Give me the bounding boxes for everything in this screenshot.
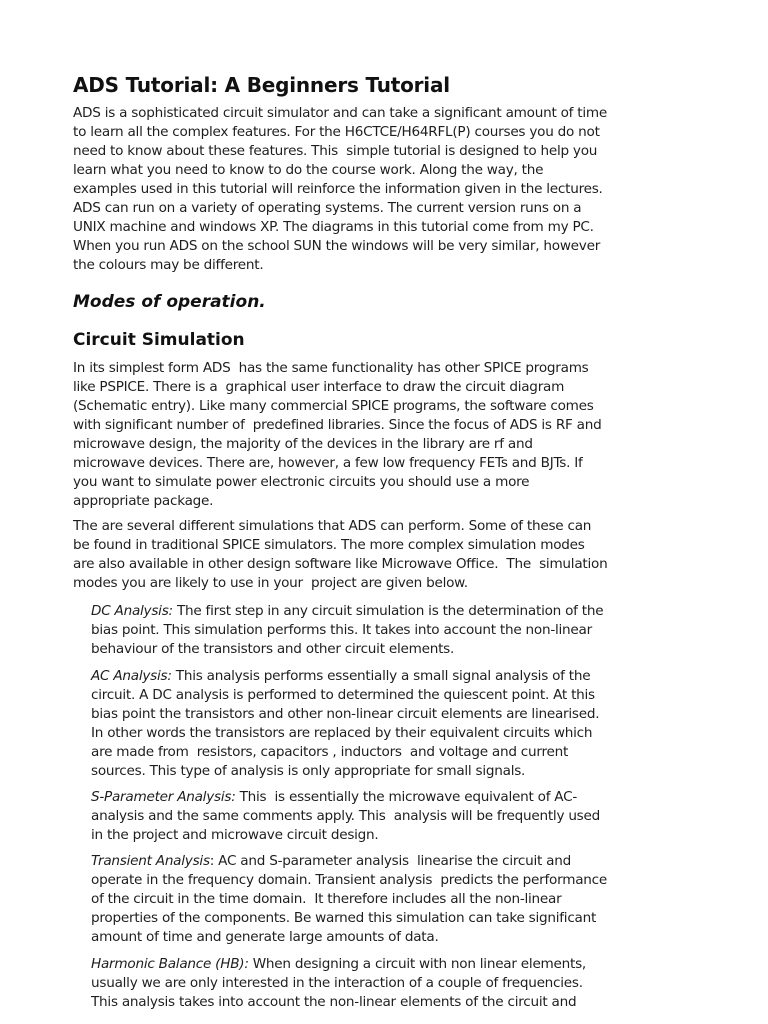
text-line: (Schematic entry). Like many commercial SPICE programs, the software comes [73,398,594,414]
text-line: the colours may be different. [73,257,264,273]
text-line: like PSPICE. There is a graphical user interface to draw the circuit diagram [73,379,565,395]
text-line: In its simplest form ADS has the same functionality has other SPICE programs [73,360,589,376]
subsection-heading: Circuit Simulation [73,330,245,350]
section-heading: Modes of operation. [73,292,266,312]
analysis-term: DC Analysis: [91,603,173,619]
analysis-item-s-parameter [91,788,600,845]
text-line: appropriate package. [73,493,214,509]
text-line: operate in the frequency domain. Transient analysis predicts the performance [91,872,607,888]
text-line: amount of time and generate large amounts of data. [91,929,439,945]
page-title: ADS Tutorial: A Beginners Tutorial [73,73,450,97]
text-line: UNIX machine and windows XP. The diagrams in this tutorial come from my PC. [73,219,594,235]
text-fragment: When designing a circuit with non linear elements, [248,956,587,972]
text-line: ADS can run on a variety of operating systems. The current version runs on a [73,200,582,216]
text-line: behaviour of the transistors and other circuit elements. [91,641,455,657]
circuit-sim-paragraph-2 [73,517,607,593]
text-line: When you run ADS on the school SUN the windows will be very similar, however [73,238,601,254]
intro-paragraph [73,104,607,275]
analysis-term: S-Parameter Analysis: [91,789,236,805]
text-line: are also available in other design software like Microwave Office. The simulation [73,556,608,572]
text-line: This analysis takes into account the non-linear elements of the circuit and [91,994,577,1010]
analysis-item-ac [91,667,599,781]
analysis-term: Transient Analysis [91,853,210,869]
text-fragment: This is essentially the microwave equivalent of AC- [235,789,578,805]
text-line: modes you are likely to use in your project are given below. [73,575,468,591]
text-line: microwave devices. There are, however, a few low frequency FETs and BJTs. If [73,455,583,471]
text-line: analysis and the same comments apply. This analysis will be frequently used [91,808,601,824]
analysis-item-transient [91,852,607,947]
text-line: are made from resistors, capacitors , inductors and voltage and current [91,744,569,760]
text-line: need to know about these features. This simple tutorial is designed to help you [73,143,598,159]
text-line: circuit. A DC analysis is performed to determined the quiescent point. At this [91,687,595,703]
text-line: bias point the transistors and other non-linear circuit elements are linearised. [91,706,600,722]
text-line: In other words the transistors are replaced by their equivalent circuits which [91,725,593,741]
text-line: with significant number of predefined libraries. Since the focus of ADS is RF and [73,417,602,433]
text-line: in the project and microwave circuit design. [91,827,379,843]
text-line: ADS is a sophisticated circuit simulator and can take a significant amount of time [73,105,607,121]
text-line: sources. This type of analysis is only appropriate for small signals. [91,763,526,779]
text-line: bias point. This simulation performs this. It takes into account the non-linear [91,622,592,638]
analysis-term: Harmonic Balance (HB): [91,956,249,972]
text-line: usually we are only interested in the interaction of a couple of frequencies. [91,975,583,991]
analysis-item-dc [91,602,603,659]
text-line: The are several different simulations that ADS can perform. Some of these can [73,518,592,534]
text-line: learn what you need to know to do the course work. Along the way, the [73,162,544,178]
text-fragment: This analysis performs essentially a small signal analysis of the [171,668,591,684]
text-line: of the circuit in the time domain. It therefore includes all the non-linear [91,891,562,907]
text-line: microwave design, the majority of the devices in the library are rf and [73,436,533,452]
analysis-term: AC Analysis: [91,668,172,684]
text-line: to learn all the complex features. For the H6CTCE/H64RFL(P) courses you do not [73,124,600,140]
text-line: be found in traditional SPICE simulators. The more complex simulation modes [73,537,585,553]
text-line: examples used in this tutorial will reinforce the information given in the lectures. [73,181,603,197]
analysis-item-harmonic-balance [91,955,586,1012]
text-line: properties of the components. Be warned this simulation can take significant [91,910,597,926]
text-line: you want to simulate power electronic circuits you should use a more [73,474,530,490]
text-fragment: : AC and S-parameter analysis linearise the circuit and [209,853,572,869]
circuit-sim-paragraph-1 [73,359,602,511]
text-fragment: The first step in any circuit simulation is the determination of the [172,603,604,619]
